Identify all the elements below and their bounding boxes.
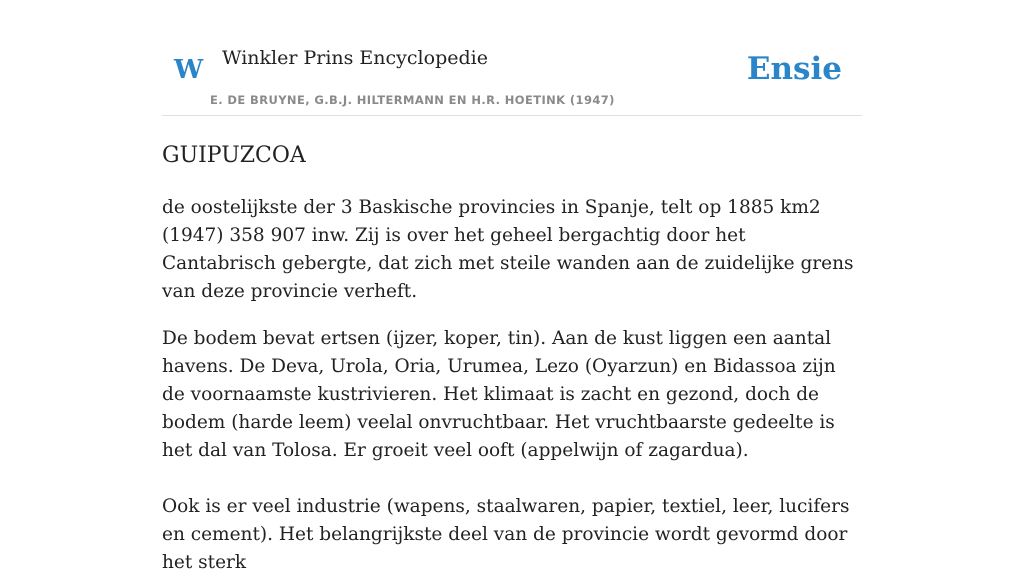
source-header [162,0,862,116]
winkler-prins-logo[interactable]: W [174,55,204,85]
entry-title: GUIPUZCOA [162,143,306,168]
ensie-logo[interactable]: Ensie [746,51,842,87]
article-page [162,0,862,573]
entry-paragraph: de oostelijkste der 3 Baskische provincies in Spanje, telt op 1885 km2 (1947) 358 907 inw. Zij is over het geheel bergachtig door het Cantabrisch gebergte, dat zich met steile wanden aan de zuidelijke grens van deze provincie verheft. [162,197,854,302]
source-authors: E. DE BRUYNE, G.B.J. HILTERMANN EN H.R. HOETINK (1947) [210,93,615,107]
source-title[interactable]: Winkler Prins Encyclopedie [222,47,488,69]
entry-paragraph: Ook is er veel industrie (wapens, staalwaren, papier, textiel, leer, lucifers en cement). Het belangrijkste deel van de provincie wordt gevormd door het sterk [162,496,850,573]
entry-paragraph: De bodem bevat ertsen (ijzer, koper, tin). Aan de kust liggen een aantal havens. De Deva, Urola, Oria, Urumea, Lezo (Oyarzun) en Bidassoa zijn de voornaamste kustrivieren. Het klimaat is zacht en gezond, doch de bodem (harde leem) veelal onvruchtbaar. Het vruchtbaarste gedeelte is het dal van Tolosa. Er groeit veel ooft (appelwijn of zagardua). [162,328,836,461]
